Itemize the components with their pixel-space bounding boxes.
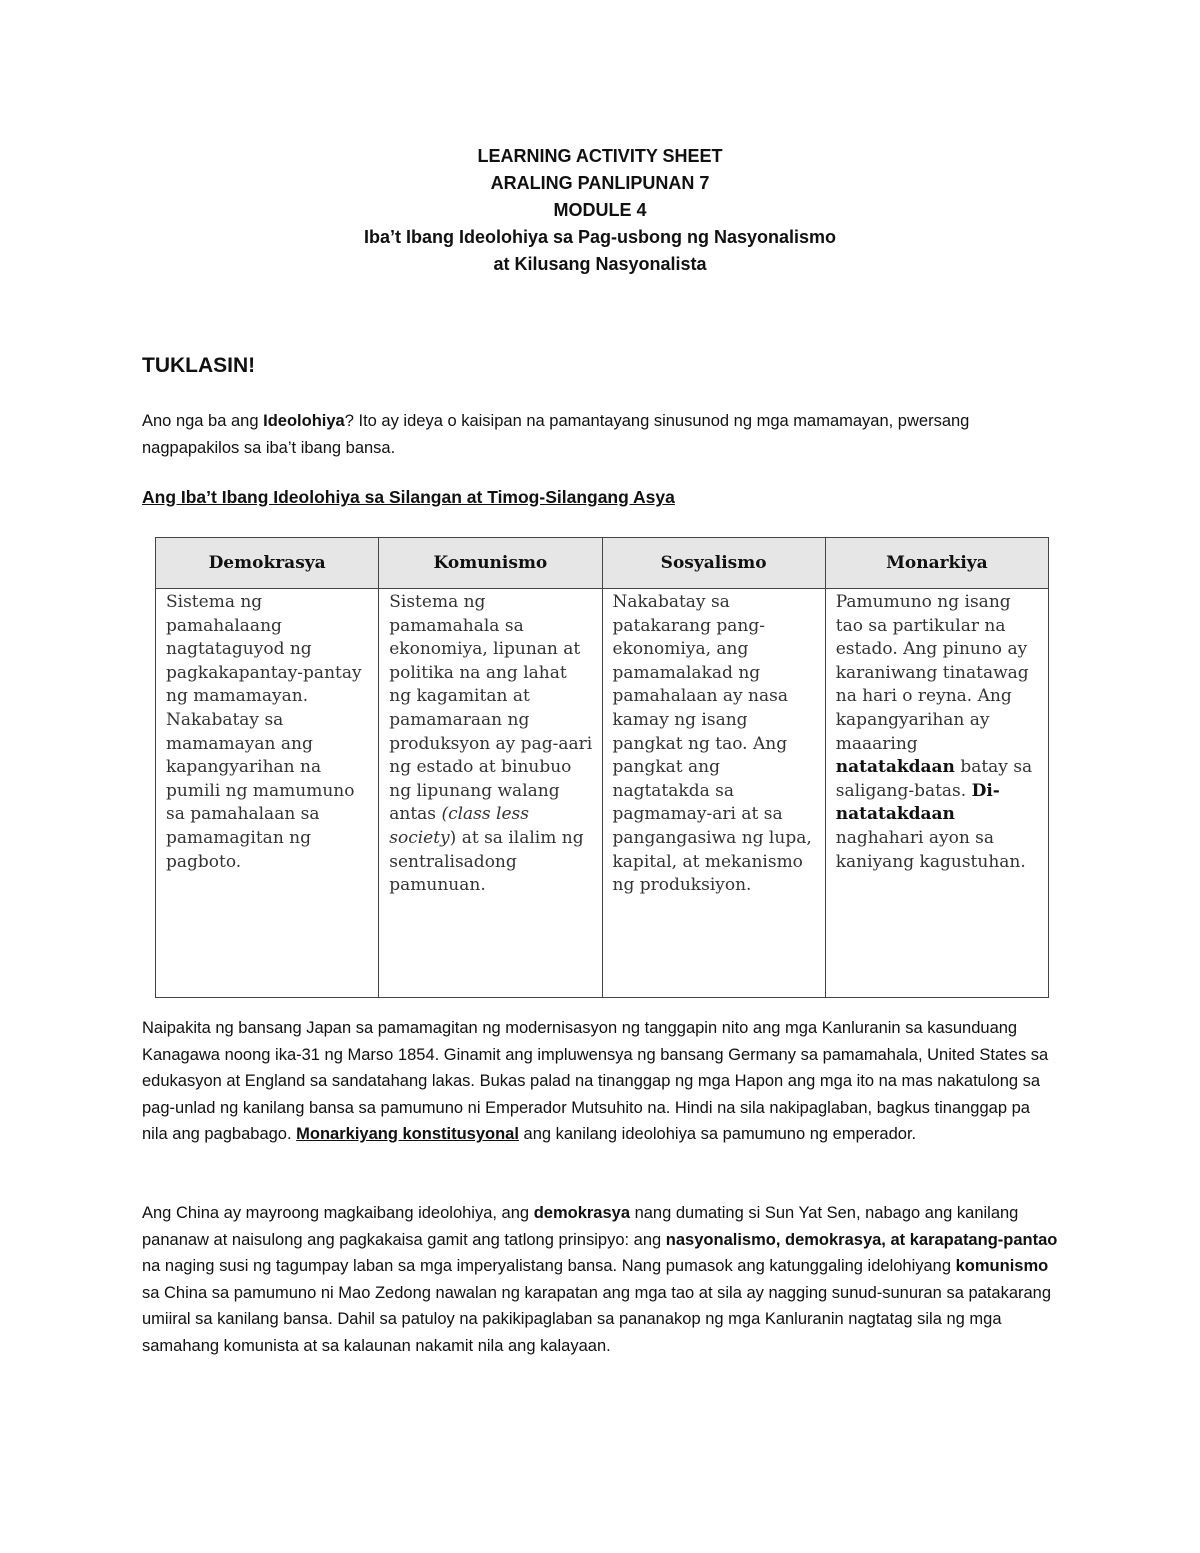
china-paragraph: Ang China ay mayroong magkaibang ideolohiya, ang demokrasya nang dumating si Sun Yat Sen, nabago ang kanilang pananaw at naisulong ang pagkakaisa gamit ang tatlong prinsipyo: ang nasyonalismo, demokrasya, at karapatang-pantao na naging susi ng tagumpay laban sa mga imperyalistang bansa. Nang pumasok ang katunggaling idelohiyang komunismo sa China sa pamumuno ni Mao Zedong nawalan ng karapatan ang mga tao at sila ay nagging sunud-sunuran sa patakarang umiiral sa kanilang bansa. Dahil sa patuloy na pakikipaglaban sa pananakop ng mga Kanluranin nagtatag sila ng mga samahang komunista at sa kalaunan nakamit nila ang kalayaan. [142,1204,1058,1355]
module-label: MODULE 4 [553,200,647,220]
table-heading: Ang Iba’t Ibang Ideolohiya sa Silangan at Timog-Silangang Asya [142,487,675,507]
table-header-row [156,538,1049,589]
subject-title: ARALING PANLIPUNAN 7 [490,173,710,193]
cell-komunismo: Sistema ng pamamahala sa ekonomiya, lipunan at politika na ang lahat ng kagamitan at pamamaraan ng produksyon ay pag-aari ng estado at binubuo ng lipunang walang antas (class less society) at sa ilalim ng sentralisadong pamunuan. [379,589,602,998]
document-header [0,143,1200,278]
header-demokrasya: Demokrasya [156,538,379,589]
header-komunismo: Komunismo [379,538,602,589]
header-monarkiya: Monarkiya [825,538,1048,589]
topic-title: Iba’t Ibang Ideolohiya sa Pag-usbong ng Nasyonalismo [363,227,837,247]
sheet-title: LEARNING ACTIVITY SHEET [477,146,723,166]
intro-paragraph: Ano nga ba ang Ideolohiya? Ito ay ideya o kaisipan na pamantayang sinusunod ng mga mamamayan, pwersang nagpapakilos sa iba’t ibang bansa. [142,412,970,457]
ideology-table [155,537,1049,998]
cell-demokrasya: Sistema ng pamahalaang nagtataguyod ng pagkakapantay-pantay ng mamamayan. Nakabatay sa mamamayan ang kapangyarihan na pumili ng mamumuno sa pamahalaan sa pamamagitan ng pagboto. [156,589,379,998]
topic-subtitle: at Kilusang Nasyonalista [493,254,707,274]
japan-paragraph: Naipakita ng bansang Japan sa pamamagitan ng modernisasyon ng tanggapin nito ang mga Kanluranin sa kasunduang Kanagawa noong ika-31 ng Marso 1854. Ginamit ang impluwensya ng bansang Germany sa pamamahala, United States sa edukasyon at England sa sandatahang lakas. Bukas palad na tinanggap ng mga Hapon ang mga ito na mas nakatulong sa pag-unlad ng kanilang bansa sa pamumuno ni Emperador Mutsuhito na. Hindi na sila nakipaglaban, bagkus tinanggap pa nila ang pagbabago. Monarkiyang konstitusyonal ang kanilang ideolohiya sa pamumuno ng emperador. [142,1019,1049,1143]
table-row [156,589,1049,998]
header-sosyalismo: Sosyalismo [602,538,825,589]
section-heading: TUKLASIN! [142,354,256,377]
cell-sosyalismo: Nakabatay sa patakarang pang-ekonomiya, ang pamamalakad ng pamahalaan ay nasa kamay ng isang pangkat ng tao. Ang pangkat ang nagtatakda sa pagmamay-ari at sa pangangasiwa ng lupa, kapital, at mekanismo ng produksiyon. [602,589,825,998]
cell-monarkiya: Pamumuno ng isang tao sa partikular na estado. Ang pinuno ay karaniwang tinatawag na hari o reyna. Ang kapangyarihan ay maaaring natatakdaan batay sa saligang-batas. Di-natatakdaan naghahari ayon sa kaniyang kagustuhan. [825,589,1048,998]
